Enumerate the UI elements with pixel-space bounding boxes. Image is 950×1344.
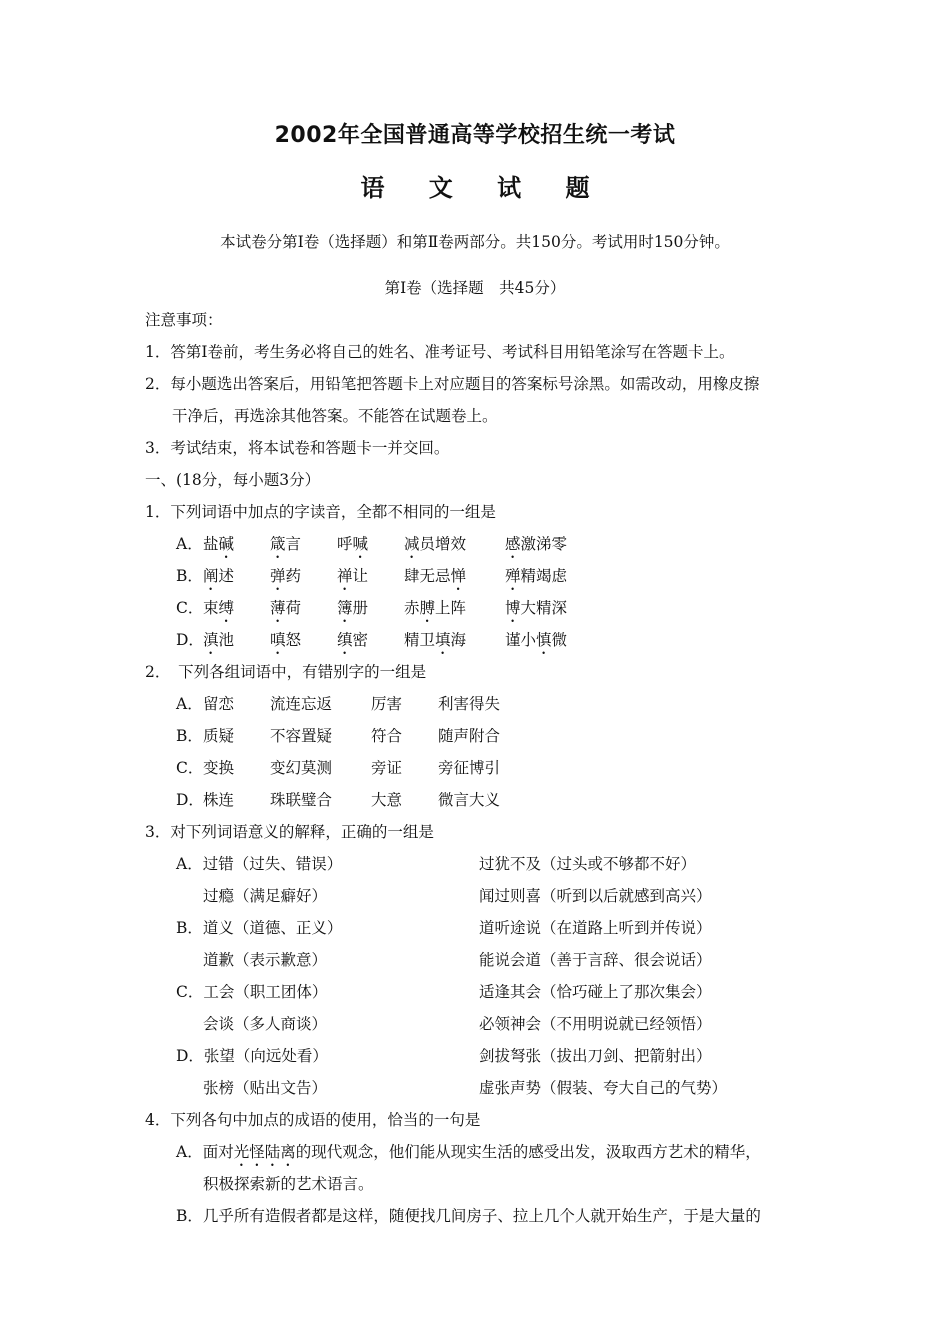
option-word: 簿册 — [337, 599, 369, 617]
option-word: 旁证 — [371, 759, 403, 777]
question-4-stem: 4．下列各句中加点的成语的使用，恰当的一句是 — [145, 1111, 481, 1129]
option-word: 厉害 — [371, 695, 403, 713]
question-3-option-d-right: 剑拔弩张（拔出刀剑、把箭射出） — [479, 1047, 712, 1065]
question-3-option-a-left: A．过错（过失、错误） — [176, 855, 343, 873]
intro-text: 本试卷分第Ⅰ卷（选择题）和第Ⅱ卷两部分。共150分。考试用时150分钟。 — [220, 233, 730, 251]
option-word: 嗔怒 — [270, 631, 302, 649]
option-word: 赤膊上阵 — [404, 599, 467, 617]
option-word: 感激涕零 — [505, 535, 568, 553]
option-word: 留恋 — [203, 695, 235, 713]
option-label: C． — [176, 599, 204, 617]
notice-item-1: 1．答第Ⅰ卷前，考生务必将自己的姓名、准考证号、考试科目用铅笔涂写在答题卡上。 — [145, 343, 735, 361]
option-label: D． — [176, 791, 204, 809]
section-title: 第Ⅰ卷（选择题 共45分） — [384, 279, 566, 297]
option-label: A． — [176, 535, 203, 553]
question-3-option-b-right-2: 能说会道（善于言辞、很会说话） — [479, 951, 712, 969]
question-3-option-d-right-2: 虚张声势（假装、夸大自己的气势） — [479, 1079, 728, 1097]
question-3-option-c-left-2: 会谈（多人商谈） — [203, 1015, 328, 1033]
option-word: 谨小慎微 — [505, 631, 568, 649]
option-word: 大意 — [371, 791, 403, 809]
notice-item-3: 3．考试结束，将本试卷和答题卡一并交回。 — [145, 439, 450, 457]
option-label: D． — [176, 631, 204, 649]
question-3-option-a-left-2: 过瘾（满足癖好） — [203, 887, 328, 905]
option-label: B． — [176, 567, 203, 585]
question-4-option-a — [176, 1140, 761, 1170]
question-3-option-c-right-2: 必领神会（不用明说就已经领悟） — [479, 1015, 712, 1033]
question-1-stem: 1．下列词语中加点的字读音，全都不相同的一组是 — [145, 503, 496, 521]
option-word: 利害得失 — [438, 695, 501, 713]
option-word: 肆无忌惮 — [404, 567, 467, 585]
question-3-option-b-left-2: 道歉（表示歉意） — [203, 951, 328, 969]
option-word: 微言大义 — [438, 791, 501, 809]
question-2-stem: 2． 下列各组词语中，有错别字的一组是 — [145, 663, 427, 681]
option-word: 质疑 — [203, 727, 235, 745]
notice-heading: 注意事项： — [145, 311, 223, 329]
option-word: 变幻莫测 — [270, 759, 333, 777]
option-word: 株连 — [203, 791, 235, 809]
option-word: 禅让 — [337, 567, 369, 585]
notice-item-2: 2．每小题选出答案后，用铅笔把答题卡上对应题目的答案标号涂黑。如需改动，用橡皮擦 — [145, 375, 760, 393]
question-4-option-a-cont: 积极探索新的艺术语言。 — [203, 1175, 374, 1193]
question-3-option-a-right-2: 闻过则喜（听到以后就感到高兴） — [479, 887, 712, 905]
question-3-option-b-left: B．道义（道德、正义） — [176, 919, 343, 937]
option-word: 变换 — [203, 759, 235, 777]
option-label: A． — [176, 695, 203, 713]
option-word: 盐碱 — [203, 535, 235, 553]
question-3-option-c-left: C．工会（职工团体） — [176, 983, 328, 1001]
question-3-stem: 3．对下列词语意义的解释，正确的一组是 — [145, 823, 434, 841]
option-word: 薄荷 — [270, 599, 302, 617]
option-text: A．面对 — [176, 1143, 234, 1161]
option-word: 滇池 — [203, 631, 235, 649]
question-3-option-c-right: 适逢其会（恰巧碰上了那次集会） — [479, 983, 712, 1001]
option-word: 殚精竭虑 — [505, 567, 568, 585]
exam-title: 2002年全国普通高等学校招生统一考试 — [274, 123, 676, 148]
option-word: 呼喊 — [337, 535, 369, 553]
option-word: 珠联璧合 — [270, 791, 333, 809]
option-word: 博大精深 — [505, 599, 568, 617]
part-one-heading: 一、(18分，每小题3分） — [145, 471, 321, 489]
option-word: 束缚 — [203, 599, 235, 617]
option-word: 阐述 — [203, 567, 235, 585]
option-label: B． — [176, 727, 203, 745]
question-3-option-b-right: 道听途说（在道路上听到并传说） — [479, 919, 712, 937]
option-word: 流连忘返 — [270, 695, 333, 713]
emphasized-idiom: 光怪陆离 — [233, 1143, 296, 1161]
option-word: 精卫填海 — [404, 631, 467, 649]
option-text: 的现代观念，他们能从现实生活的感受出发，汲取西方艺术的精华， — [295, 1143, 761, 1161]
option-word: 弹药 — [270, 567, 302, 585]
option-word: 缜密 — [337, 631, 369, 649]
option-label: C． — [176, 759, 204, 777]
question-3-option-d-left-2: 张榜（贴出文告） — [203, 1079, 328, 1097]
option-word: 随声附合 — [438, 727, 501, 745]
option-word: 减员增效 — [404, 535, 467, 553]
question-3-option-a-right: 过犹不及（过头或不够都不好） — [479, 855, 697, 873]
notice-item-2-cont: 干净后，再选涂其他答案。不能答在试题卷上。 — [172, 407, 498, 425]
option-word: 符合 — [371, 727, 403, 745]
exam-subject: 语 文 试 题 — [360, 174, 608, 202]
question-3-option-d-left: D．张望（向远处看） — [176, 1047, 328, 1065]
question-4-option-b: B．几乎所有造假者都是这样，随便找几间房子、拉上几个人就开始生产，于是大量的 — [176, 1207, 761, 1225]
option-word: 旁征博引 — [438, 759, 501, 777]
option-word: 不容置疑 — [270, 727, 333, 745]
option-word: 箴言 — [270, 535, 302, 553]
